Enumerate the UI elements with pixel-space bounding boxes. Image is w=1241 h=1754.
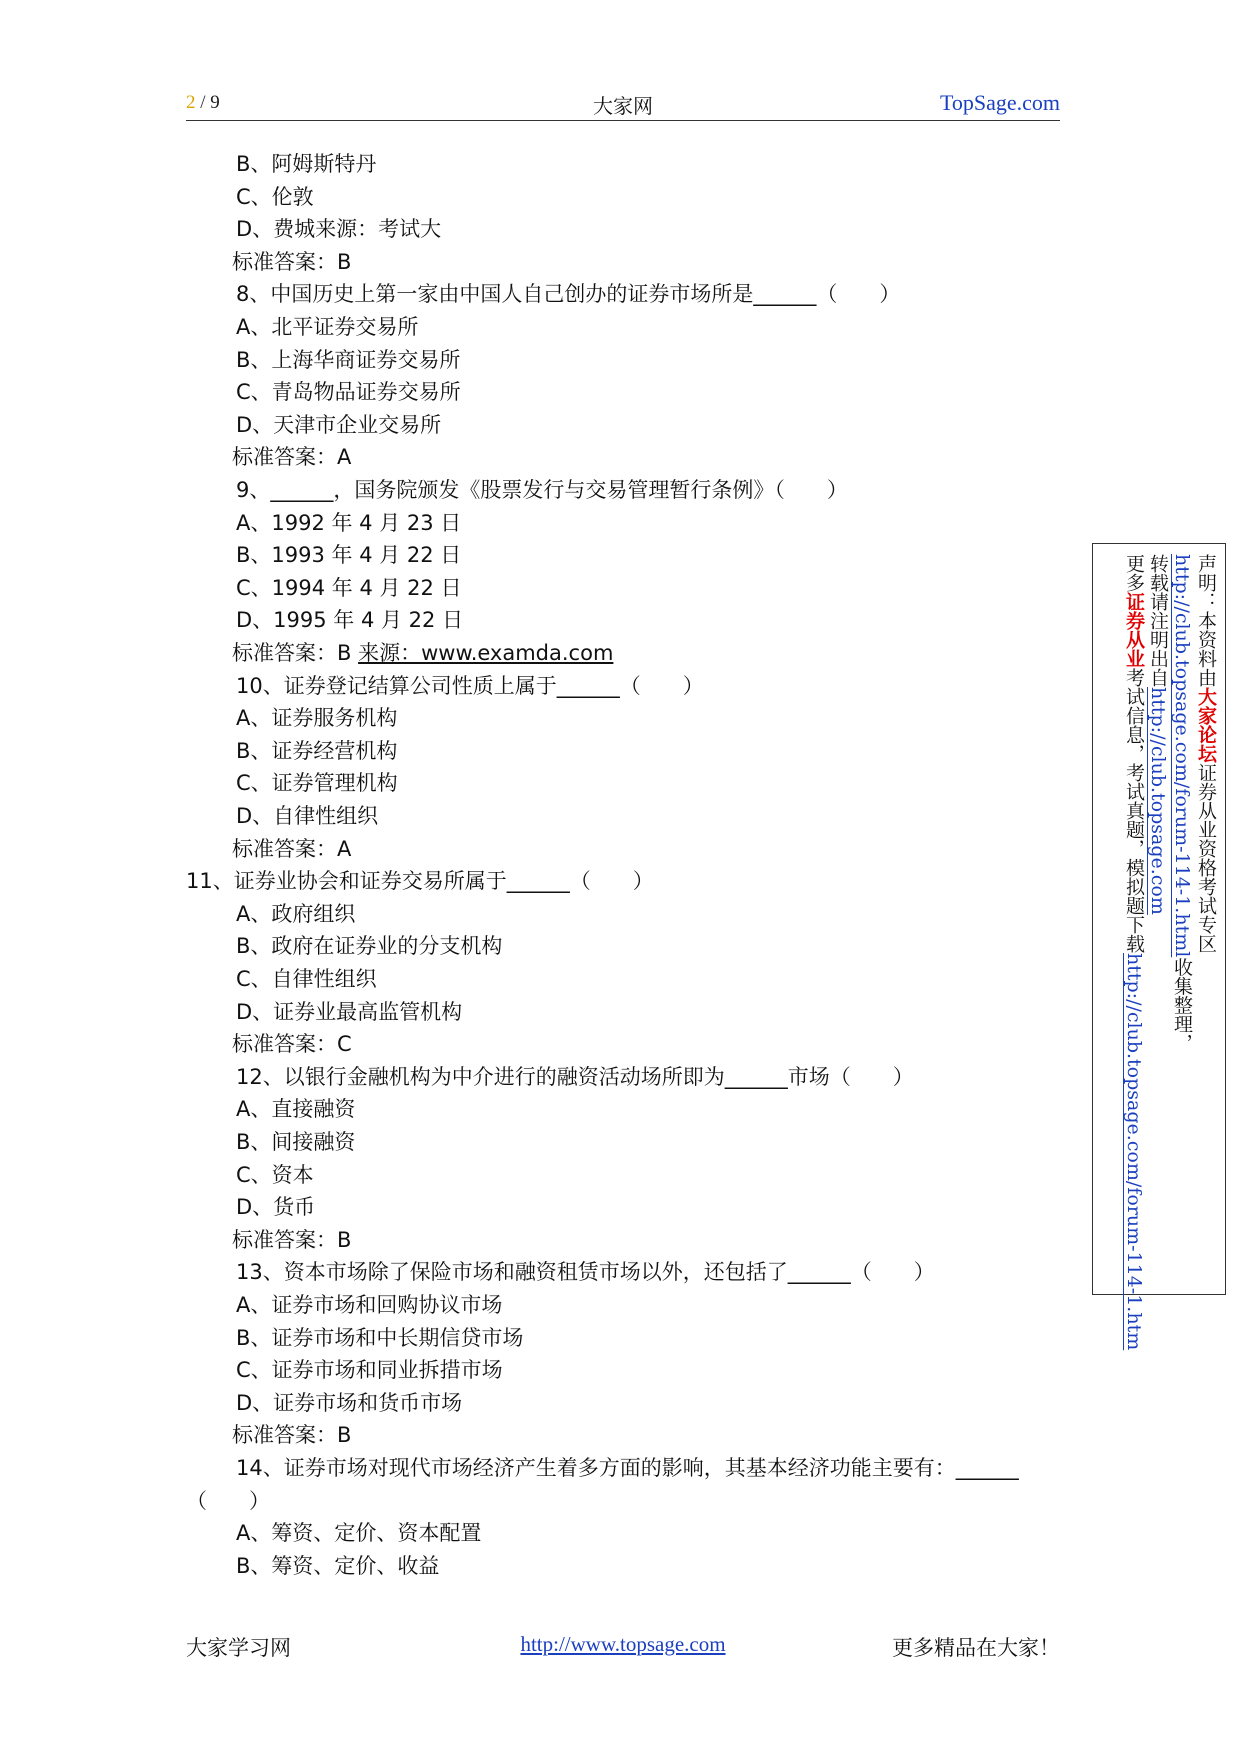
content-line: B、筹资、定价、收益 (236, 1553, 440, 1578)
page-total: 9 (210, 92, 220, 113)
footer-link[interactable]: http://www.topsage.com (520, 1632, 726, 1656)
forum-name: 大家论坛 (1195, 687, 1217, 763)
content-line: 标准答案：B (232, 1423, 352, 1448)
content-line: A、政府组织 (236, 901, 356, 926)
content-line: C、资本 (236, 1162, 314, 1187)
content-line: B、证券经营机构 (236, 738, 398, 763)
page-current: 2 (186, 92, 196, 113)
page-header (186, 88, 1060, 121)
content-line: 标准答案：B 来源：www.examda.com (232, 641, 614, 665)
sidebar-notice (1092, 543, 1226, 1351)
content-line: D、证券业最高监管机构 (236, 999, 463, 1024)
content-line: 8、中国历史上第一家由中国人自己创办的证券市场所是______（ ） (236, 282, 901, 307)
content-line: 标准答案：A (232, 445, 352, 470)
content-line: C、伦敦 (236, 184, 314, 209)
content-line: D、证券市场和货币市场 (236, 1390, 463, 1415)
content-line: D、费城来源：考试大 (236, 217, 442, 242)
content-line: 14、证券市场对现代市场经济产生着多方面的影响，其基本经济功能主要有：______ (236, 1456, 1019, 1480)
content-line: D、货币 (236, 1195, 316, 1220)
content-line: C、自律性组织 (236, 967, 377, 991)
content-line: C、证券市场和同业拆措市场 (236, 1358, 503, 1383)
content-line: 13、资本市场除了保险市场和融资租赁市场以外，还包括了______（ ） (236, 1260, 935, 1285)
exam-topic: 证券从业 (1123, 592, 1145, 668)
content-line: A、北平证券交易所 (236, 315, 419, 339)
forum-link[interactable]: http://club.topsage.com/forum-114-1.html (1171, 554, 1193, 958)
sidebar-col-1: 声明：本资料由大家论坛证券从业资格考试专区 (1195, 554, 1217, 953)
content-line: A、1992 年 4 月 23 日 (236, 510, 462, 535)
content-line: 11、证券业协会和证券交易所属于______（ ） (186, 869, 654, 894)
content-line: 9、______，国务院颁发《股票发行与交易管理暂行条例》（ ） (236, 478, 848, 502)
content-line: 标准答案：C (232, 1032, 352, 1057)
content-line: 标准答案：B (232, 1227, 352, 1252)
sidebar-col-2: http://club.topsage.com/forum-114-1.html收集整理， (1171, 554, 1193, 1053)
content-line: 12、以银行金融机构为中介进行的融资活动场所即为______市场（ ） (236, 1064, 914, 1089)
header-site-link[interactable]: TopSage.com (939, 90, 1060, 115)
content-line: C、青岛物品证券交易所 (236, 380, 461, 405)
footer-left: 大家学习网 (186, 1636, 291, 1660)
download-link[interactable]: http://club.topsage.com/forum-114-1.htm (1123, 953, 1145, 1351)
content-line: A、证券市场和回购协议市场 (236, 1293, 503, 1317)
content-line: D、自律性组织 (236, 804, 379, 828)
header-site-name: 大家网 (593, 96, 653, 118)
content-line: C、1994 年 4 月 22 日 (236, 575, 462, 600)
content-line: D、1995 年 4 月 22 日 (236, 608, 464, 633)
content-line: A、直接融资 (236, 1097, 356, 1122)
content-line: 标准答案：B (232, 249, 352, 274)
source-link[interactable]: 来源：www.examda.com (358, 641, 614, 665)
content-line: B、政府在证券业的分支机构 (236, 934, 503, 959)
content-line: D、天津市企业交易所 (236, 412, 442, 437)
content-line: B、证券市场和中长期信贷市场 (236, 1325, 524, 1350)
sidebar-col-3: 转载请注明出自http://club.topsage.com (1147, 554, 1169, 915)
page-footer (186, 1632, 1060, 1664)
content-line: B、阿姆斯特丹 (236, 152, 377, 176)
content-line: A、证券服务机构 (236, 706, 398, 731)
content-line: 10、证券登记结算公司性质上属于______（ ） (236, 673, 704, 698)
content-line: B、间接融资 (236, 1130, 356, 1154)
content-line: B、1993 年 4 月 22 日 (236, 543, 462, 568)
content-line: 标准答案：A (232, 836, 352, 861)
club-link[interactable]: http://club.topsage.com (1147, 687, 1169, 915)
content-line: B、上海华商证券交易所 (236, 347, 461, 372)
content-line: C、证券管理机构 (236, 771, 398, 796)
content-line: （ ） (186, 1488, 270, 1513)
content-line: A、筹资、定价、资本配置 (236, 1521, 482, 1546)
sidebar-col-4: 更多证券从业考试信息，考试真题，模拟题下载http://club.topsage.com/forum-114-1.htm (1123, 554, 1145, 1351)
footer-right: 更多精品在大家！ (892, 1636, 1060, 1660)
page-separator: / (200, 92, 206, 113)
